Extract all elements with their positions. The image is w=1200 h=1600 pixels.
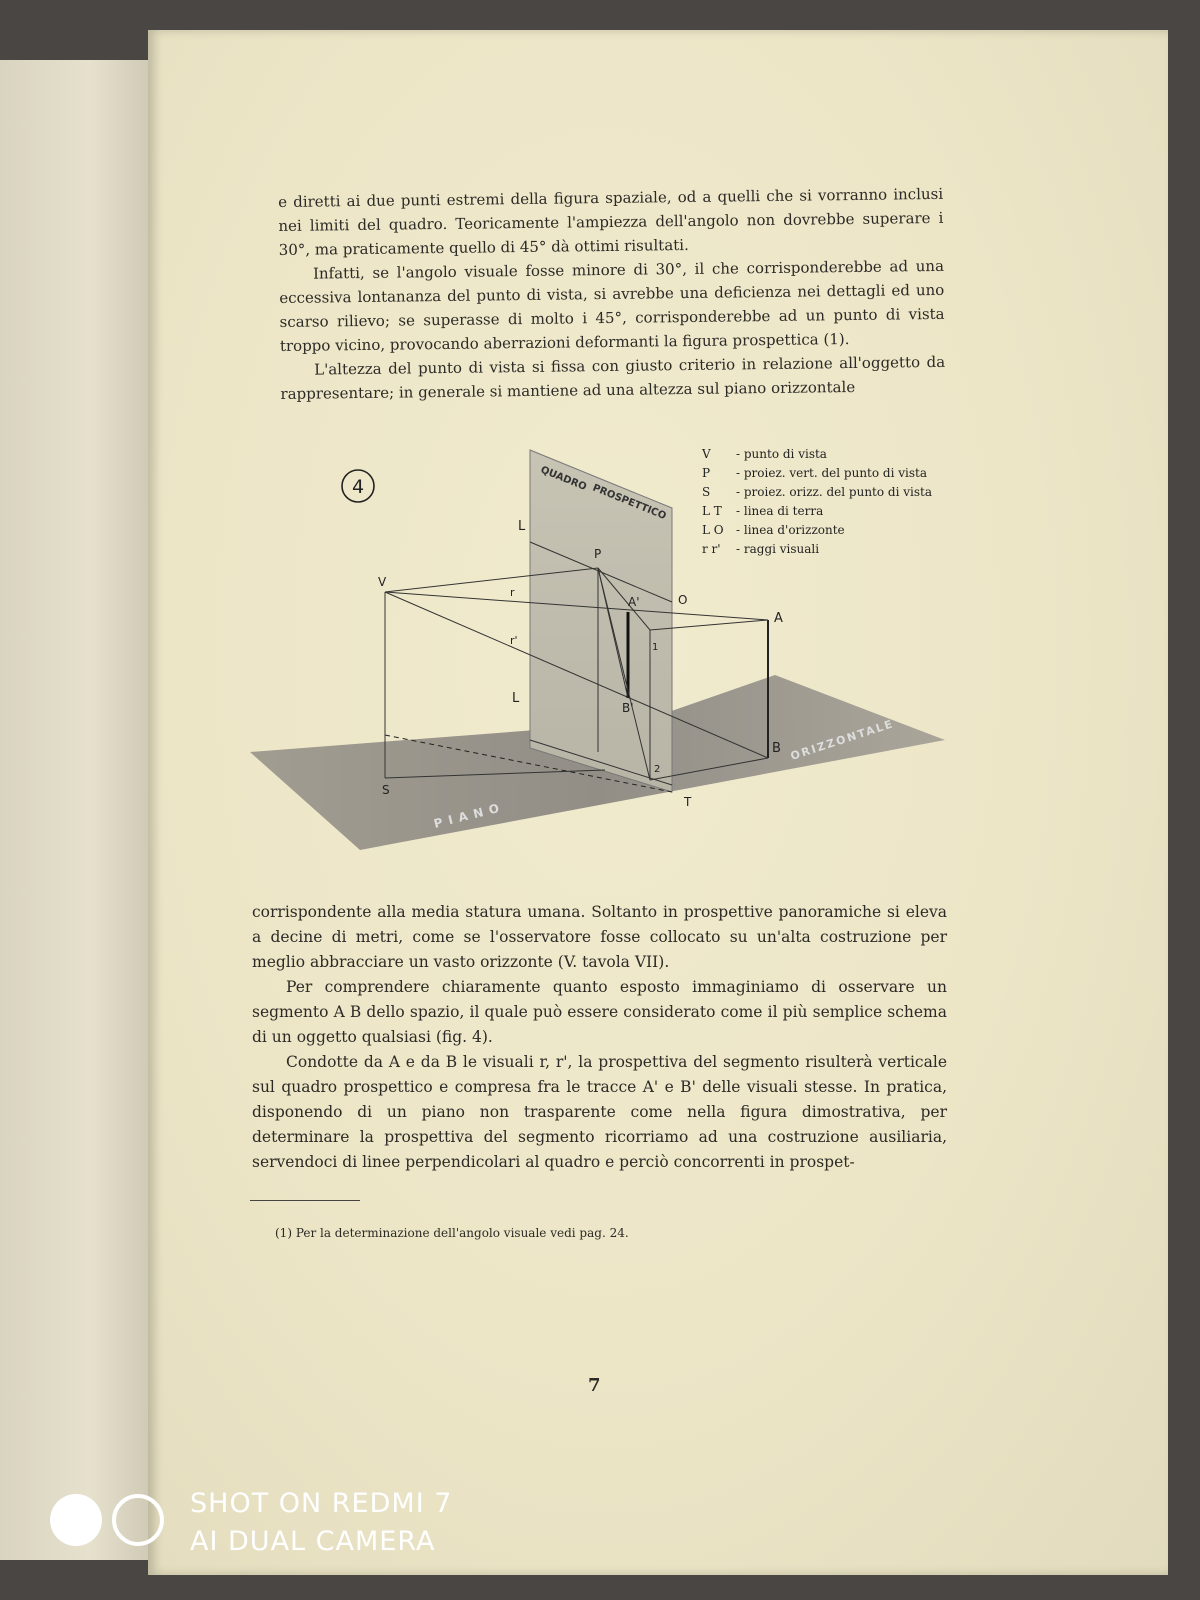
legend-desc: - proiez. orizz. del punto di vista <box>736 485 932 499</box>
legend-key: P <box>702 466 711 480</box>
legend-key: r r' <box>702 542 721 556</box>
label-s: S <box>382 783 390 797</box>
figure-number: 4 <box>351 476 365 498</box>
legend-key: V <box>702 447 711 461</box>
legend-desc: - proiez. vert. del punto di vista <box>736 466 927 480</box>
label-1: 1 <box>652 642 659 653</box>
legend-key: L T <box>702 504 722 518</box>
legend-desc: - linea d'orizzonte <box>736 523 845 537</box>
paragraph: Infatti, se l'angolo visuale fosse minore di 30°, il che corrisponderebbe ad una eccessiva lontananza del punto di vista, si avrebbe una deficienza nei dettagli ed uno scarso rilievo; se superasse di molto i 45°, corrisponderebbe ad un punto di vista troppo vicino, provocando aberrazioni deformanti la figura prospettica (1). <box>279 256 945 355</box>
text-block-mid <box>252 900 947 1175</box>
quadro-label-1: QUADRO <box>538 464 589 493</box>
legend-key: L O <box>702 523 724 537</box>
picture-plane <box>530 450 672 792</box>
label-a-prime: A' <box>628 595 640 609</box>
footnote: (1) Per la determinazione dell'angolo visuale vedi pag. 24. <box>275 1226 629 1240</box>
label-b-prime: B' <box>622 701 634 715</box>
footnote-rule <box>250 1200 360 1201</box>
legend-desc: - linea di terra <box>736 504 824 518</box>
paragraph: e diretti ai due punti estremi della figura spaziale, od a quelli che si vorranno inclusi nei limiti del quadro. Teoricamente l'ampiezza dell'angolo non dovrebbe superare i 30°, ma praticamente quello di 45° dà ottimi risultati. <box>278 184 944 259</box>
orizzontale-label: ORIZZONTALE <box>788 717 896 763</box>
label-l-bottom: L <box>512 691 520 706</box>
figure-legend <box>701 447 932 556</box>
label-l-top: L <box>518 519 526 534</box>
label-v: V <box>378 575 387 589</box>
paragraph: L'altezza del punto di vista si fissa con giusto criterio in relazione all'oggetto da rappresentare; in generale si mantiene ad una altezza sul piano orizzontale <box>280 352 946 403</box>
page-number: 7 <box>588 1375 601 1396</box>
label-b: B <box>772 741 781 756</box>
legend-key: S <box>702 485 711 499</box>
legend-desc: - punto di vista <box>736 447 827 461</box>
label-t: T <box>684 795 692 809</box>
paragraph: corrispondente alla media statura umana. Soltanto in prospettive panoramiche si eleva a decine di metri, come se l'osservatore fosse collocato su un'alta costruzione per meglio abbracciare un vasto orizzonte (V. tavola VII). <box>252 903 947 971</box>
label-p: P <box>594 547 602 561</box>
legend-desc: - raggi visuali <box>736 542 820 556</box>
label-a: A <box>774 611 783 626</box>
paragraph: Per comprendere chiaramente quanto esposto immaginiamo di osservare un segmento A B dello spazio, il quale può essere considerato come il più semplice schema di un oggetto qualsiasi (fig. 4). <box>252 978 947 1046</box>
piano-label: PIANO <box>432 799 507 831</box>
label-o: O <box>678 593 688 607</box>
label-r: r <box>510 586 515 599</box>
quadro-label-2: PROSPETTICO <box>590 482 668 523</box>
paragraph: Condotte da A e da B le visuali r, r', la prospettiva del segmento risulterà verticale sul quadro prospettico e compresa fra le tracce A' e B' delle visuali stesse. In pratica, disponendo di un piano non trasparente come nella figura dimostrativa, per determinare la prospettiva del segmento ricorriamo ad una costruzione ausiliaria, servendoci di linee perpendicolari al quadro e perciò concorrenti in prospet- <box>252 1053 947 1171</box>
label-2: 2 <box>654 764 661 775</box>
watermark-dot-icon <box>50 1494 102 1546</box>
watermark-line-1: SHOT ON REDMI 7 <box>190 1488 453 1519</box>
watermark-line-2: AI DUAL CAMERA <box>190 1526 436 1557</box>
label-r-prime: r' <box>510 634 518 647</box>
watermark-ring-icon <box>112 1494 164 1546</box>
